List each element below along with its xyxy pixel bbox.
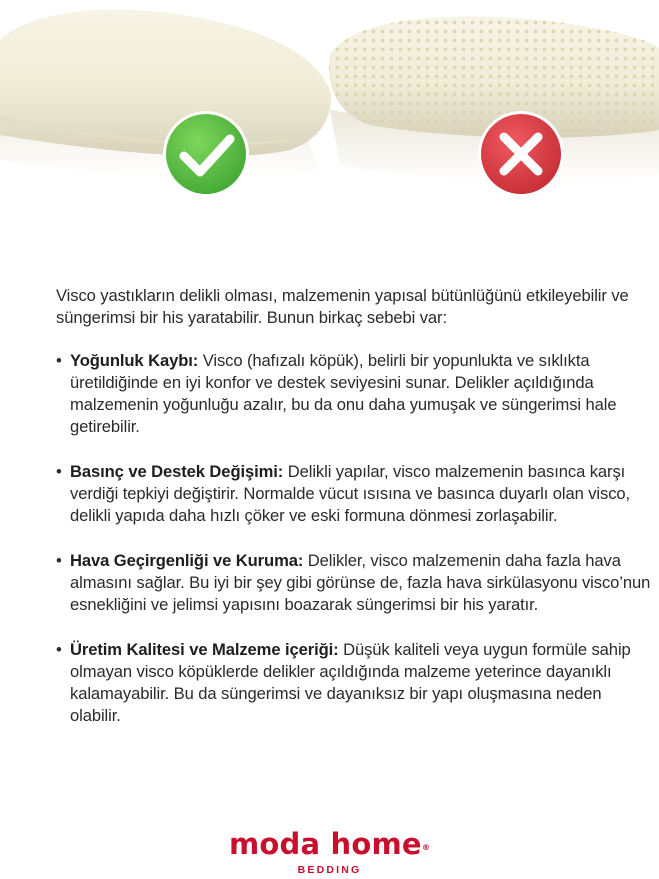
bullet-title: Hava Geçirgenliği ve Kuruma:: [70, 550, 304, 570]
checkmark-icon: [163, 111, 249, 197]
cross-icon: [478, 111, 564, 197]
brand-name: moda home: [228, 827, 422, 861]
hero-image: [0, 0, 659, 215]
bullet-text: Delikli yapılar, visco malzemenin basınca karşı verdiği tepkiyi değiştirir. Normalde vücut ısısına ve basınca duyarlı olan visco, delikli yapıda daha hızlı çöker ve eski formuna dönmesi zorlaşabilir.: [70, 461, 631, 526]
bullet-text: Düşük kaliteli veya uygun formüle sahip olmayan visco köpüklerde delikler açıldığında malzeme yeterince dayanıklı kalamayabilir. Bu da süngerimsi ve dayanıksız bir yapı oluşmasına neden olabilir.: [70, 639, 631, 726]
bullet-text: Delikler, visco malzemenin daha fazla hava almasını sağlar. Bu iyi bir şey gibi görünse de, fazla hava sirkülasyonu visco’nun esnekliğini ve jelimsi yapısını boazarak süngerimsi bir his yaratır.: [70, 550, 651, 615]
pillow-comparison-illustration: [0, 0, 659, 215]
bullet-icon: •: [56, 639, 62, 659]
list-item: [56, 350, 651, 439]
bullet-icon: •: [56, 461, 62, 481]
bullet-title: Basınç ve Destek Değişimi:: [70, 461, 284, 481]
reasons-list: [56, 350, 651, 728]
article-body: [56, 285, 651, 750]
bullet-text: Visco (hafızalı köpük), belirli bir yopunlukta ve sıklıkta üretildiğinde en iyi konfor ve destek seviyesini sunar. Delikler açıldığında malzemenin yoğunluğu azalır, bu da onu daha yumuşak ve süngerimsi hale getirebilir.: [70, 350, 617, 437]
intro-paragraph: Visco yastıkların delikli olması, malzemenin yapısal bütünlüğünü etkileyebilir ve süngerimsi bir his yaratabilir. Bunun birkaç sebebi var:: [56, 286, 629, 328]
bullet-icon: •: [56, 350, 62, 370]
bullet-icon: •: [56, 550, 62, 570]
list-item: [56, 639, 651, 728]
list-item: [56, 550, 651, 617]
registered-mark: ®: [421, 843, 431, 852]
bullet-title: Yoğunluk Kaybı:: [70, 350, 199, 370]
brand-logo: [0, 828, 659, 878]
list-item: [56, 461, 651, 528]
bullet-title: Üretim Kalitesi ve Malzeme içeriği:: [70, 639, 339, 659]
left-pillow: [0, 10, 331, 157]
brand-subtitle: BEDDING: [297, 864, 362, 876]
